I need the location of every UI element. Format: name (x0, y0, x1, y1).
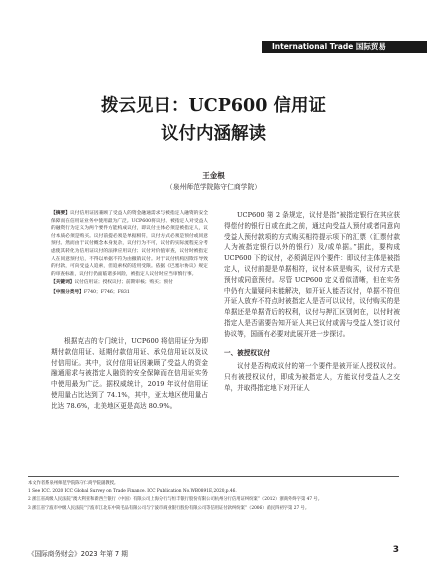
keywords-text: 议付信用证；授权议付；前期审核；购买；预付 (74, 280, 173, 286)
page-number: 3 (392, 545, 399, 555)
footnote: 3 浙江省宁波市中级人民法院“宁波市江北东中简毛品有限公司与宁波市商业银行股份有限公司等信用证付款纠纷案”（2006）甬民四初字第 27 号。 (28, 505, 310, 511)
article-title-line1: 拨云见日：UCP600 信用证 (101, 96, 326, 116)
body-paragraph: 议付是否构成议付的第一个要件是被开证人授权议付。只有被授权议付，即成为被指定人，方能议付受益人之交单，并取得指定地下对开证人 (224, 362, 400, 392)
body-paragraph: UCP600 第 2 条规定，议付是指“被指定银行在其应获得偿付的银行日或在此之前，通过向受益人预付或者同意向受益人预付款项的方式购买相符提示项下的汇票（汇票付款人为被指定银行以外的银行）及/或单据。”据此，要构成 UCP600 下的议付，必须满足四个要件：即议付主体是被指定人，议付前提是单据相符，议付本质是购买，议付方式是预付或同意预付。尽管 UCP600 定义看似清晰，但在实务中仍有大量疑问未能解决，如开证人能否议付，单据不符但开证人放弃不符点时被指定人是否可以议付，议付购买的是单据还是单据背后的权利，议付与押汇区别何在，以付时被指定人是否需要告知开证人其已议付或需与受益人签订议付协议等，国画有必要对此展开进一步探讨。 (224, 211, 400, 338)
body-right-column (224, 210, 400, 394)
body-left-column (51, 336, 208, 412)
author-affiliation: （泉州师范学院陈守仁商学院） (165, 183, 262, 191)
footnotes (28, 480, 399, 513)
footnote: 1 See ICC. 2020 ICC Global Survey on Trade Finance. ICC Publication No.WB0891E,2020,p.46. (28, 489, 237, 495)
article-title-line2: 议付内涵解读 (161, 124, 266, 144)
clc-text: F740；F746；F831 (83, 289, 130, 295)
abstract-text: 议付信用证因兼顾了受益人的资金融通需求与被指定人融资的安全保障而在信用证业务中使用最为广泛。UCP600将议付、被指定人对受益人的融资行为定义为两个要件方能构成议付，即议付主体必须是被指定人，议付本质必须是购买。议付前提必须是单据相符，议付方式必须是预付或同意预付。然而由于议付概念本身复杂，议付行为不可，议付的实际流程充分考虑使其转化为信用证议付的法律应用议付；议付对价值审查，议付时被指定人在同意预付后，不得以单据不符为由撤销议付。对于议付机构因欺诈导致的付款，可向受益人追索，但追索权的适用受限。依据《巴塞尔协议》规定的审查标准，议付行仍面临诸多风险，被指定人议付时应当审慎行事。 (51, 211, 208, 277)
footnote: 2 浙江省高级人民法院“澳大利亚和新西兰银行（中国）有限公司上海分行与恒丰银行股份有限公司杭州分行信用证纠纷案”（2012）浙商外终字第 47 号。 (28, 497, 323, 503)
body-paragraph: 根据克吉的专门统计，UCP600 将信用证分为即期付款信用证、延期付款信用证、承兑信用证以及议付信用证。其中，议付信用证因兼顾了受益人的资金融通需求与被指定人融资的安全保障而在信用证实务中使用最为广泛。据权威统计，2019 年议付信用证使用量占比达到了 74.1%，其中，亚太地区使用量占比达 78.6%，北美地区更是高达 80.9%。 (51, 337, 208, 410)
section-heading: 一、被授权议付 (224, 348, 271, 357)
clc-label: 【中图分类号】 (51, 289, 84, 295)
journal-footer: 《国际商务财会》2023 年第 7 期 (28, 550, 128, 558)
keywords-label: 【关键词】 (51, 280, 75, 286)
abstract-label: 【摘要】 (51, 211, 71, 216)
footnote-divider (28, 476, 399, 477)
abstract-block (51, 210, 208, 330)
footnote: 本文作者系泉州师范学院陈守仁商学院副教授。 (28, 481, 119, 486)
section-band: International Trade 国际贸易 (262, 41, 427, 53)
author-name: 王金根 (202, 171, 225, 180)
